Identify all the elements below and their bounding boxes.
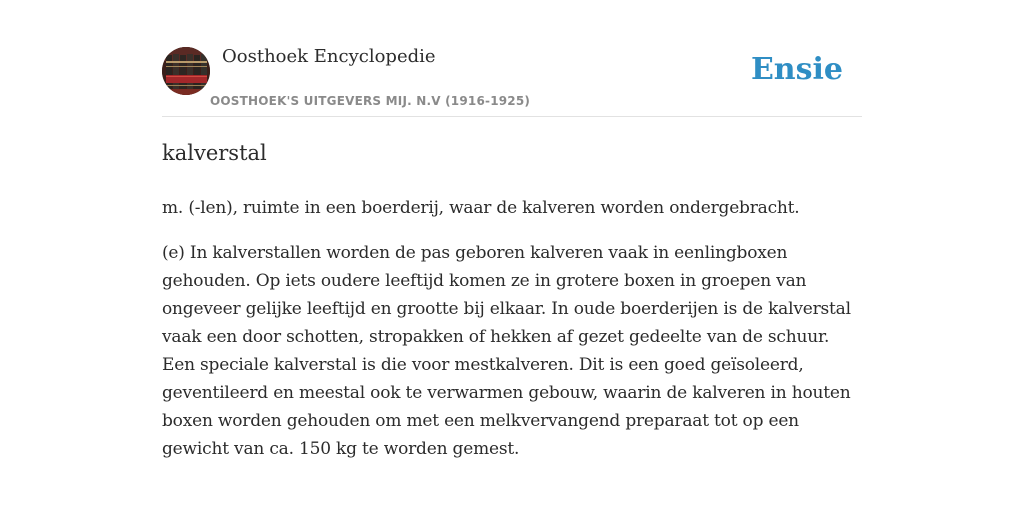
- article-definition: m. (-len), ruimte in een boerderij, waar de kalveren worden ondergebracht.: [162, 198, 800, 218]
- article-card: [162, 0, 862, 512]
- article-body: (e) In kalverstallen worden de pas geboren kalveren vaak in eenlingboxen gehouden. Op iets oudere leeftijd komen ze in grotere boxen in groepen van ongeveer gelijke leeftijd en grootte bij elkaar. In oude boerderijen is de kalverstal vaak een door schotten, stropakken of hekken af gezet gedeelte van de schuur. Een speciale kalverstal is die voor mestkalveren. Dit is een goed geïsoleerd, geventileerd en meestal ook te verwarmen gebouw, waarin de kalveren in houten boxen worden gehouden om met een melkvervangend preparaat tot op een gewicht van ca. 150 kg te worden gemest.: [162, 243, 851, 459]
- encyclopedia-books-icon[interactable]: [162, 47, 210, 95]
- source-subtitle: OOSTHOEK'S UITGEVERS MIJ. N.V (1916-1925): [210, 94, 531, 108]
- source-title[interactable]: Oosthoek Encyclopedie: [222, 46, 436, 67]
- article-term: kalverstal: [162, 141, 267, 165]
- brand-logo[interactable]: Ensie: [750, 52, 843, 87]
- source-header: [162, 0, 862, 117]
